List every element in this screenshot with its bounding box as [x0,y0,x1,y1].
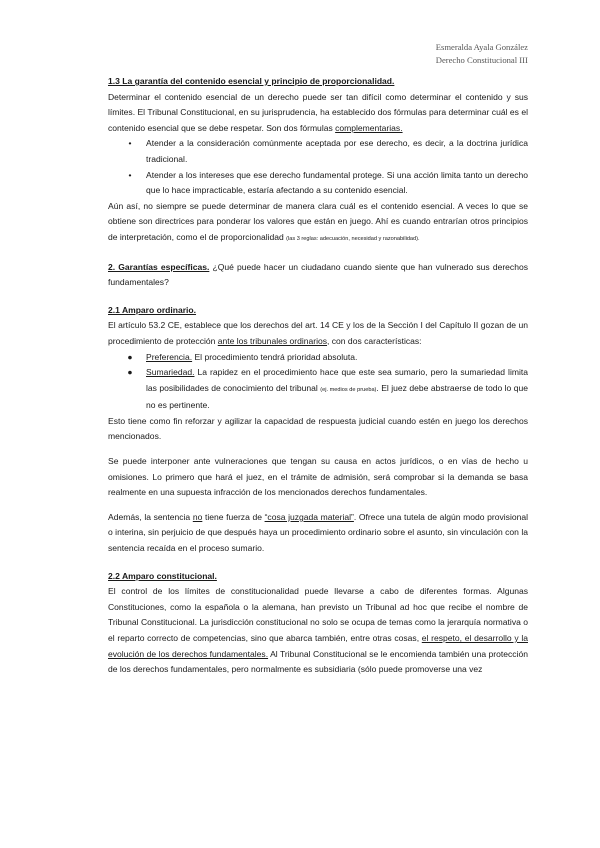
underlined-text: ante los tribunales ordinarios [217,335,328,346]
text: Además, la sentencia [108,511,193,522]
section-2-2-title: 2.2 Amparo constitucional. [108,570,217,581]
text: Determinar el contenido esencial de un derecho puede ser tan difícil como determinar el contenido y sus límites. El Tribunal Constitucional, en su jurisprudencia, ha establecido dos fórmulas para determinar cuál es el contenido esencial que se debe respetar. Son dos fórmulas [108,91,528,133]
text: El control de los límites de constitucionalidad puede llevarse a cabo de diferentes formas. Algunas Constituciones, como la española o la alemana, han previsto un Tribunal ad hoc que recibe el nombre de Tribunal Constitucional. La jurisdicción constitucional no solo se ocupa de temas como la jerarquía normativa o el reparto correcto de competencias, sino que abarca también, entre otras cosas, [108,586,528,643]
underlined-text: el respeto, el desarrollo y la evolución de los derechos fundamentales. [108,633,528,659]
list-item-text: Atender a la consideración comúnmente aceptada por ese derecho, es decir, a la doctrina jurídica tradicional. [146,138,528,164]
document-body [108,74,528,678]
section-2-title: 2. Garantías específicas. [108,261,210,272]
text: . Ofrece una tutela de algún modo provisional o interina, sin perjuicio de que después haya un procedimiento ordinario sobre el asunto, sin vinculación con la sentencia recaída en el proceso sumario. [108,511,529,554]
underlined-text: “cosa juzgada material” [264,511,354,522]
list-item [108,168,528,199]
section-1-3-title: 1.3 La garantía del contenido esencial y principio de proporcionalidad. [108,76,395,86]
section-2-1-bullet-list [108,350,528,414]
underlined-text: no [192,511,203,522]
text: Aún así, no siempre se puede determinar de manera clara cuál es el contenido esencial. A veces lo que se obtiene son directrices para ponderar los valores que están en juego. Ahí es cuando entrarían otros principios de interpretación, como el de proporcionalidad [108,200,528,242]
text: tiene fuerza de [202,511,265,522]
text: Al Tribunal Constitucional se le encomienda también una protección de los derechos fundamentales, pero normalmente es subsidiaria (sólo puede promoverse una vez [108,648,528,675]
section-2-1-title: 2.1 Amparo ordinario. [108,304,197,315]
section-2-1-paragraph-3: Se puede interponer ante vulneraciones que tengan su causa en actos jurídicos, o en vías de hecho u omisiones. Lo primero que hará el juez, en el trámite de admisión, será comprobar si la demanda se basa realmente en una supuesta infracción de los mencionados derechos fundamentales. [108,456,528,498]
section-2-1-paragraph-1 [108,318,528,349]
list-item [108,365,528,414]
header-subject: Derecho Constitucional III [435,54,528,65]
section-2-intro [108,260,528,291]
bullet-icon: • [128,169,132,180]
section-2-2-paragraph-1 [108,584,528,678]
list-item [108,136,528,167]
list-item [108,350,528,366]
bullet-icon: • [128,138,132,149]
bullet-icon: ● [127,351,133,362]
small-note: (ej. medios de prueba) [320,386,377,393]
bullet-icon: ● [127,367,133,378]
section-1-3-paragraph-1 [108,90,528,137]
list-item-text: El procedimiento tendrá prioridad absoluta. [192,351,358,362]
text: El artículo 53.2 CE, establece que los derechos del art. 14 CE y los de la Sección I del Capítulo II gozan de un procedimiento de protección [108,320,528,346]
list-item-text: Atender a los intereses que ese derecho fundamental protege. Si una acción limita tanto un derecho que lo hace impracticable, estaría afectando a su contenido esencial. [146,169,528,196]
underlined-text: complementarias. [335,122,403,133]
small-note: (las 3 reglas: adecuación, necesidad y razonabilidad). [286,235,420,242]
term: Sumariedad. [146,367,195,378]
page-header [436,41,528,66]
section-2-1-paragraph-2: Esto tiene como fin reforzar y agilizar la capacidad de respuesta judicial cuando estén en juego los derechos mencionados. [108,415,528,442]
header-author: Esmeralda Ayala González [435,42,528,52]
list-item-text: . El juez debe abstraerse de todo lo que no es pertinente. [146,382,528,411]
section-2-question: ¿Qué puede hacer un ciudadano cuando siente que han vulnerado sus derechos fundamentales? [108,261,528,288]
list-item-text: La rapidez en el procedimiento hace que este sea sumario, pero la sumariedad limita las posibilidades de conocimiento del tribunal [146,367,528,393]
text: , con dos características: [327,335,422,346]
term: Preferencia. [146,351,193,362]
section-1-3-paragraph-2 [108,199,528,248]
section-1-3-bullet-list [108,136,528,198]
section-2-1-paragraph-4 [108,510,528,557]
